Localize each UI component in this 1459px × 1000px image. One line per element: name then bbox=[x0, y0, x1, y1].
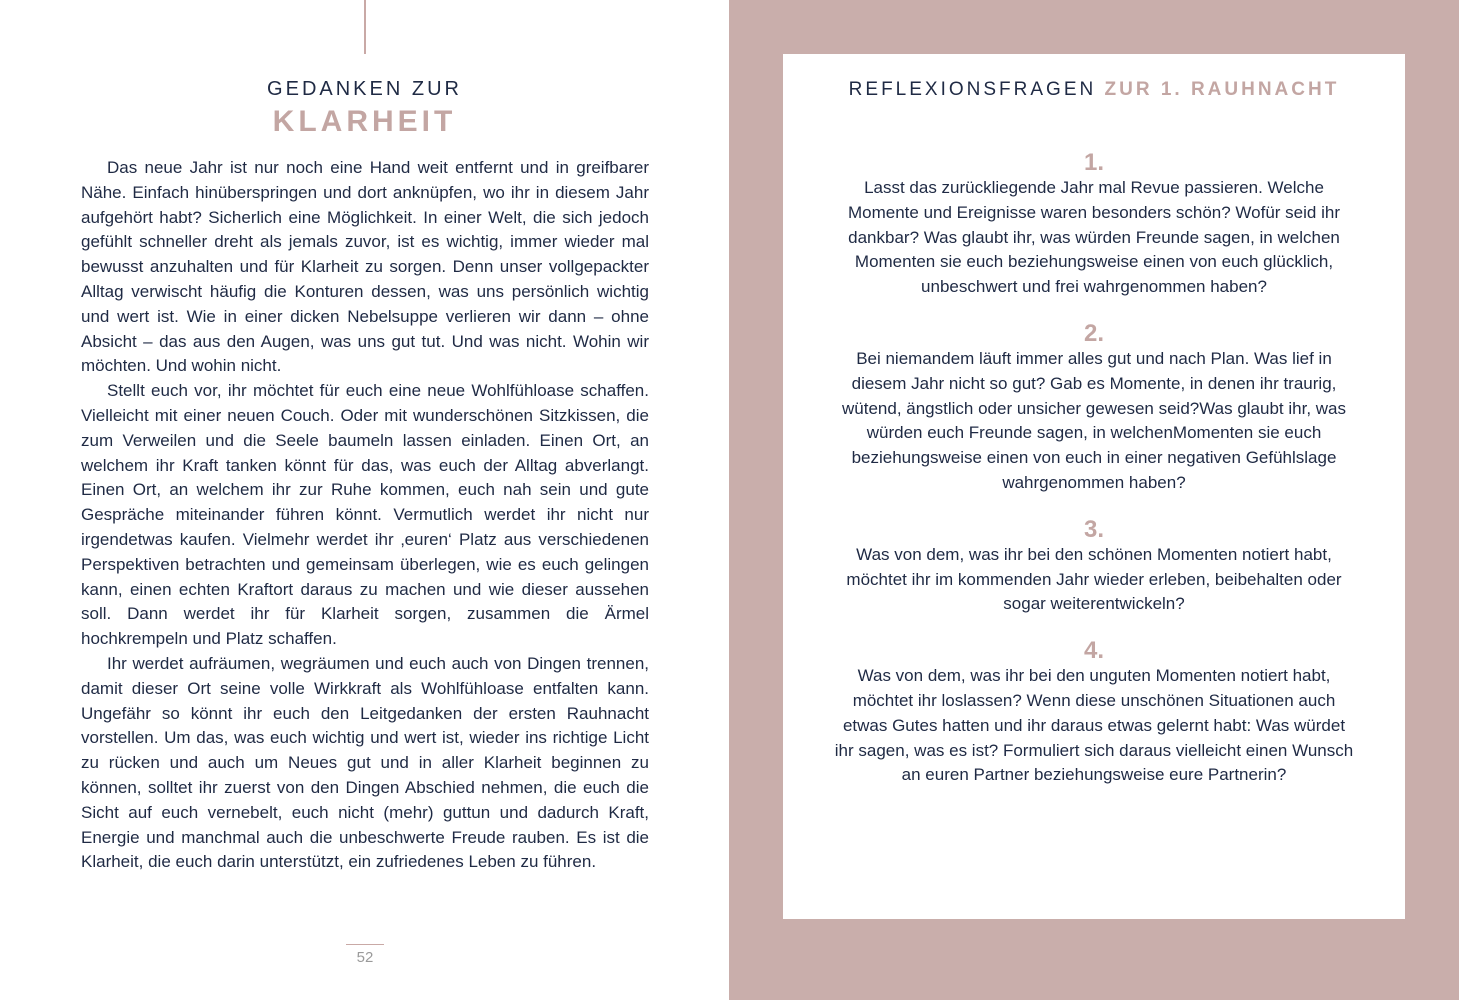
question-number: 4. bbox=[1083, 637, 1104, 665]
question-number: 1. bbox=[1083, 149, 1104, 176]
question-text: Was von dem, was ihr bei den schönen Momenten notiert habt, möchtet ihr im kommenden Jahr wieder erleben, beibehalten oder sogar weiterentwickeln? bbox=[846, 544, 1342, 614]
question-number: 3. bbox=[1083, 515, 1104, 543]
question-text: Lasst das zurückliegende Jahr mal Revue passieren. Welche Momente und Ereignisse waren besonders schön? Wofür seid ihr dankbar? Was glaubt ihr, was würden Freunde sagen, in welchen Momenten sie euch beziehungsweise einen von euch glücklich, unbeschwert und frei wahrgenommen haben? bbox=[847, 178, 1340, 297]
question-list bbox=[783, 150, 1405, 788]
body-paragraph: Stellt euch vor, ihr möchtet für euch eine neue Wohlfühloase schaffen. Vielleicht mit einer neuen Couch. Oder mit wunderschönen Sitzkissen, die zum Verweilen und die Seele baumeln lassen einladen. Einen Ort, an welchem ihr Kraft tanken könnt für das, was euch der Alltag abverlangt. Einen Ort, an welchem ihr zur Ruhe kommen, euch nah sein und gute Gespräche miteinander führen könnt. Vermutlich werdet ihr nicht nur irgendetwas kaufen. Vielmehr werdet ihr ‚euren‘ Platz aus verschiedenen Perspektiven betrachten und gemeinsam überlegen, wie es euch gelingen kann, einen echten Kraftort daraus zu machen und wie dieser aussehen soll. Dann werdet ihr für Klarheit sorgen, zusammen die Ärmel hochkrempeln und Platz schaffen. bbox=[81, 381, 649, 649]
question-number: 2. bbox=[1083, 319, 1104, 347]
card-heading-accent: ZUR 1. RAUHNACHT bbox=[1104, 79, 1340, 100]
question-item bbox=[783, 638, 1405, 788]
top-divider-line bbox=[364, 0, 366, 54]
body-text bbox=[81, 156, 649, 875]
card-heading-main: REFLEXIONSFRAGEN bbox=[848, 79, 1097, 100]
body-paragraph: Das neue Jahr ist nur noch eine Hand weit entfernt und in greifbarer Nähe. Einfach hinüberspringen und dort anknüpfen, wo ihr in diesem Jahr aufgehört habt? Sicherlich eine Möglichkeit. In einer Welt, die sich jedoch gefühlt schneller dreht als jemals zuvor, ist es wichtig, immer wieder mal bewusst anzuhalten und für Klarheit zu sorgen. Denn unser vollgepackter Alltag verwischt häufig die Konturen dessen, was uns persönlich wichtig und wert ist. Wie in einer dicken Nebelsuppe verlieren wir dann – ohne Absicht – das aus den Augen, was uns gut tut. Und was nicht. Wohin wir möchten. Und wohin nicht. bbox=[81, 158, 649, 376]
heading-kicker: GEDANKEN ZUR bbox=[267, 78, 462, 100]
question-text: Was von dem, was ihr bei den unguten Momenten notiert habt, möchtet ihr loslassen? Wenn diese unschönen Situationen auch etwas Gutes hatten und ihr daraus etwas gelernt habt: Was würdet ihr sagen, was es ist? Formuliert sich daraus vielleicht einen Wunsch an euren Partner beziehungsweise eure Partnerin? bbox=[834, 666, 1354, 785]
card-heading bbox=[783, 78, 1405, 102]
page-number: 52 bbox=[346, 944, 384, 966]
question-item bbox=[783, 321, 1405, 496]
question-item bbox=[783, 517, 1405, 617]
right-page bbox=[729, 0, 1459, 1000]
question-text: Bei niemandem läuft immer alles gut und nach Plan. Was lief in diesem Jahr nicht so gut? Gab es Momente, in denen ihr traurig, wütend, ängstlich oder unsicher gewesen seid?Was glaubt ihr, was würden euch Freunde sagen, in welchenMomenten sie euch beziehungsweise einen von euch in einer negativen Gefühlslage wahrgenommen haben? bbox=[842, 348, 1346, 492]
left-page bbox=[0, 0, 729, 1000]
body-paragraph: Ihr werdet aufräumen, wegräumen und euch auch von Dingen trennen, damit dieser Ort seine volle Wirkkraft als Wohlfühloase entfalten kann. Ungefähr so könnt ihr euch den Leitgedanken der ersten Rauhnacht vorstellen. Um das, was euch wichtig und wert ist, wieder ins richtige Licht zu rücken und auch um Neues gut und in aller Klarheit beginnen zu können, solltet ihr zuerst von den Dingen Abschied nehmen, die euch die Sicht auf euch vernebelt, euch nicht (mehr) guttun und dadurch Kraft, Energie und manchmal auch die unbeschwerte Freude rauben. Es ist die Klarheit, die euch darin unterstützt, ein zufriedenes Leben zu führen. bbox=[81, 653, 649, 872]
left-heading bbox=[0, 76, 729, 140]
heading-title: KLARHEIT bbox=[272, 105, 457, 138]
reflection-card bbox=[783, 54, 1405, 919]
question-item bbox=[783, 150, 1405, 300]
